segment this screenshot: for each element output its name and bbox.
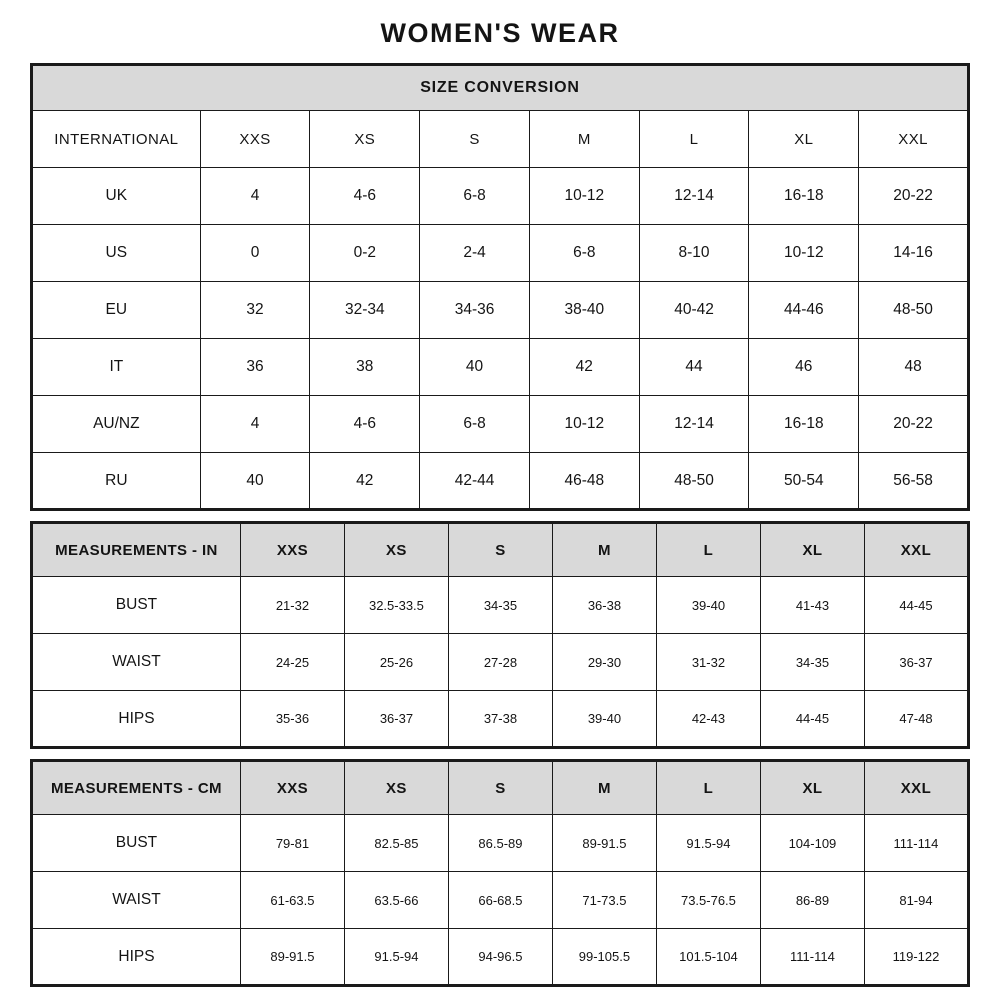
data-cell: 101.5-104: [656, 929, 760, 986]
data-cell: 89-91.5: [240, 929, 344, 986]
table-title: SIZE CONVERSION: [32, 65, 969, 111]
data-cell: 42: [529, 339, 639, 396]
row-label: HIPS: [32, 691, 241, 748]
size-conversion-table: [30, 63, 970, 511]
data-cell: 34-35: [448, 577, 552, 634]
table-row: [32, 396, 969, 453]
data-cell: 21-32: [240, 577, 344, 634]
size-column-header: M: [552, 761, 656, 815]
data-cell: 36-37: [864, 634, 968, 691]
row-label: RU: [32, 453, 201, 510]
row-label: EU: [32, 282, 201, 339]
size-column-header: XL: [749, 111, 859, 168]
table-row: [32, 872, 969, 929]
data-cell: 6-8: [529, 225, 639, 282]
table-row: [32, 929, 969, 986]
size-column-header: S: [420, 111, 530, 168]
header-row: [32, 761, 969, 815]
size-column-header: XXS: [200, 111, 310, 168]
row-label: HIPS: [32, 929, 241, 986]
data-cell: 34-36: [420, 282, 530, 339]
header-label: INTERNATIONAL: [32, 111, 201, 168]
data-cell: 40-42: [639, 282, 749, 339]
data-cell: 47-48: [864, 691, 968, 748]
data-cell: 44-46: [749, 282, 859, 339]
size-column-header: XS: [344, 523, 448, 577]
data-cell: 2-4: [420, 225, 530, 282]
row-label: US: [32, 225, 201, 282]
measurements-in-table: [30, 521, 970, 749]
data-cell: 24-25: [240, 634, 344, 691]
data-cell: 71-73.5: [552, 872, 656, 929]
data-cell: 12-14: [639, 168, 749, 225]
header-row: [32, 523, 969, 577]
data-cell: 6-8: [420, 396, 530, 453]
data-cell: 66-68.5: [448, 872, 552, 929]
table-row: [32, 168, 969, 225]
data-cell: 20-22: [859, 168, 969, 225]
data-cell: 10-12: [749, 225, 859, 282]
data-cell: 56-58: [859, 453, 969, 510]
data-cell: 4: [200, 396, 310, 453]
data-cell: 34-35: [760, 634, 864, 691]
table-row: [32, 815, 969, 872]
header-row: [32, 111, 969, 168]
row-label: BUST: [32, 815, 241, 872]
page-title: WOMEN'S WEAR: [380, 18, 620, 48]
data-cell: 48-50: [639, 453, 749, 510]
row-label: IT: [32, 339, 201, 396]
size-column-header: L: [656, 523, 760, 577]
data-cell: 50-54: [749, 453, 859, 510]
header-label: MEASUREMENTS - CM: [32, 761, 241, 815]
data-cell: 38: [310, 339, 420, 396]
data-cell: 104-109: [760, 815, 864, 872]
data-cell: 41-43: [760, 577, 864, 634]
data-cell: 44-45: [864, 577, 968, 634]
data-cell: 79-81: [240, 815, 344, 872]
data-cell: 61-63.5: [240, 872, 344, 929]
size-column-header: L: [639, 111, 749, 168]
data-cell: 0: [200, 225, 310, 282]
data-cell: 4-6: [310, 396, 420, 453]
data-cell: 25-26: [344, 634, 448, 691]
data-cell: 27-28: [448, 634, 552, 691]
table-row: [32, 691, 969, 748]
header-label: MEASUREMENTS - IN: [32, 523, 241, 577]
data-cell: 16-18: [749, 168, 859, 225]
data-cell: 40: [200, 453, 310, 510]
data-cell: 8-10: [639, 225, 749, 282]
size-column-header: XXL: [864, 523, 968, 577]
data-cell: 35-36: [240, 691, 344, 748]
data-cell: 29-30: [552, 634, 656, 691]
table-row: [32, 339, 969, 396]
data-cell: 91.5-94: [344, 929, 448, 986]
row-label: AU/NZ: [32, 396, 201, 453]
data-cell: 39-40: [552, 691, 656, 748]
size-column-header: XL: [760, 523, 864, 577]
table-row: [32, 577, 969, 634]
table-title-row: [32, 65, 969, 111]
data-cell: 48: [859, 339, 969, 396]
data-cell: 86-89: [760, 872, 864, 929]
table-row: [32, 225, 969, 282]
data-cell: 39-40: [656, 577, 760, 634]
data-cell: 81-94: [864, 872, 968, 929]
size-column-header: M: [529, 111, 639, 168]
table-row: [32, 453, 969, 510]
data-cell: 0-2: [310, 225, 420, 282]
table-row: [32, 634, 969, 691]
data-cell: 16-18: [749, 396, 859, 453]
size-column-header: XS: [310, 111, 420, 168]
size-column-header: XS: [344, 761, 448, 815]
data-cell: 48-50: [859, 282, 969, 339]
data-cell: 86.5-89: [448, 815, 552, 872]
data-cell: 20-22: [859, 396, 969, 453]
data-cell: 32-34: [310, 282, 420, 339]
row-label: WAIST: [32, 872, 241, 929]
data-cell: 4: [200, 168, 310, 225]
data-cell: 89-91.5: [552, 815, 656, 872]
data-cell: 12-14: [639, 396, 749, 453]
data-cell: 36-38: [552, 577, 656, 634]
data-cell: 6-8: [420, 168, 530, 225]
data-cell: 14-16: [859, 225, 969, 282]
data-cell: 37-38: [448, 691, 552, 748]
data-cell: 99-105.5: [552, 929, 656, 986]
data-cell: 38-40: [529, 282, 639, 339]
data-cell: 10-12: [529, 396, 639, 453]
size-column-header: XXL: [859, 111, 969, 168]
data-cell: 44-45: [760, 691, 864, 748]
data-cell: 46-48: [529, 453, 639, 510]
data-cell: 31-32: [656, 634, 760, 691]
data-cell: 73.5-76.5: [656, 872, 760, 929]
size-column-header: M: [552, 523, 656, 577]
data-cell: 63.5-66: [344, 872, 448, 929]
data-cell: 91.5-94: [656, 815, 760, 872]
size-column-header: S: [448, 761, 552, 815]
size-column-header: XL: [760, 761, 864, 815]
data-cell: 10-12: [529, 168, 639, 225]
data-cell: 36: [200, 339, 310, 396]
data-cell: 40: [420, 339, 530, 396]
size-column-header: XXS: [240, 523, 344, 577]
data-cell: 46: [749, 339, 859, 396]
size-column-header: S: [448, 523, 552, 577]
data-cell: 4-6: [310, 168, 420, 225]
data-cell: 94-96.5: [448, 929, 552, 986]
measurements-cm-table: [30, 759, 970, 987]
size-column-header: XXS: [240, 761, 344, 815]
data-cell: 36-37: [344, 691, 448, 748]
data-cell: 42: [310, 453, 420, 510]
data-cell: 111-114: [864, 815, 968, 872]
size-column-header: L: [656, 761, 760, 815]
data-cell: 111-114: [760, 929, 864, 986]
data-cell: 42-44: [420, 453, 530, 510]
data-cell: 44: [639, 339, 749, 396]
row-label: UK: [32, 168, 201, 225]
data-cell: 32: [200, 282, 310, 339]
data-cell: 42-43: [656, 691, 760, 748]
data-cell: 32.5-33.5: [344, 577, 448, 634]
row-label: BUST: [32, 577, 241, 634]
size-column-header: XXL: [864, 761, 968, 815]
row-label: WAIST: [32, 634, 241, 691]
table-row: [32, 282, 969, 339]
data-cell: 82.5-85: [344, 815, 448, 872]
data-cell: 119-122: [864, 929, 968, 986]
